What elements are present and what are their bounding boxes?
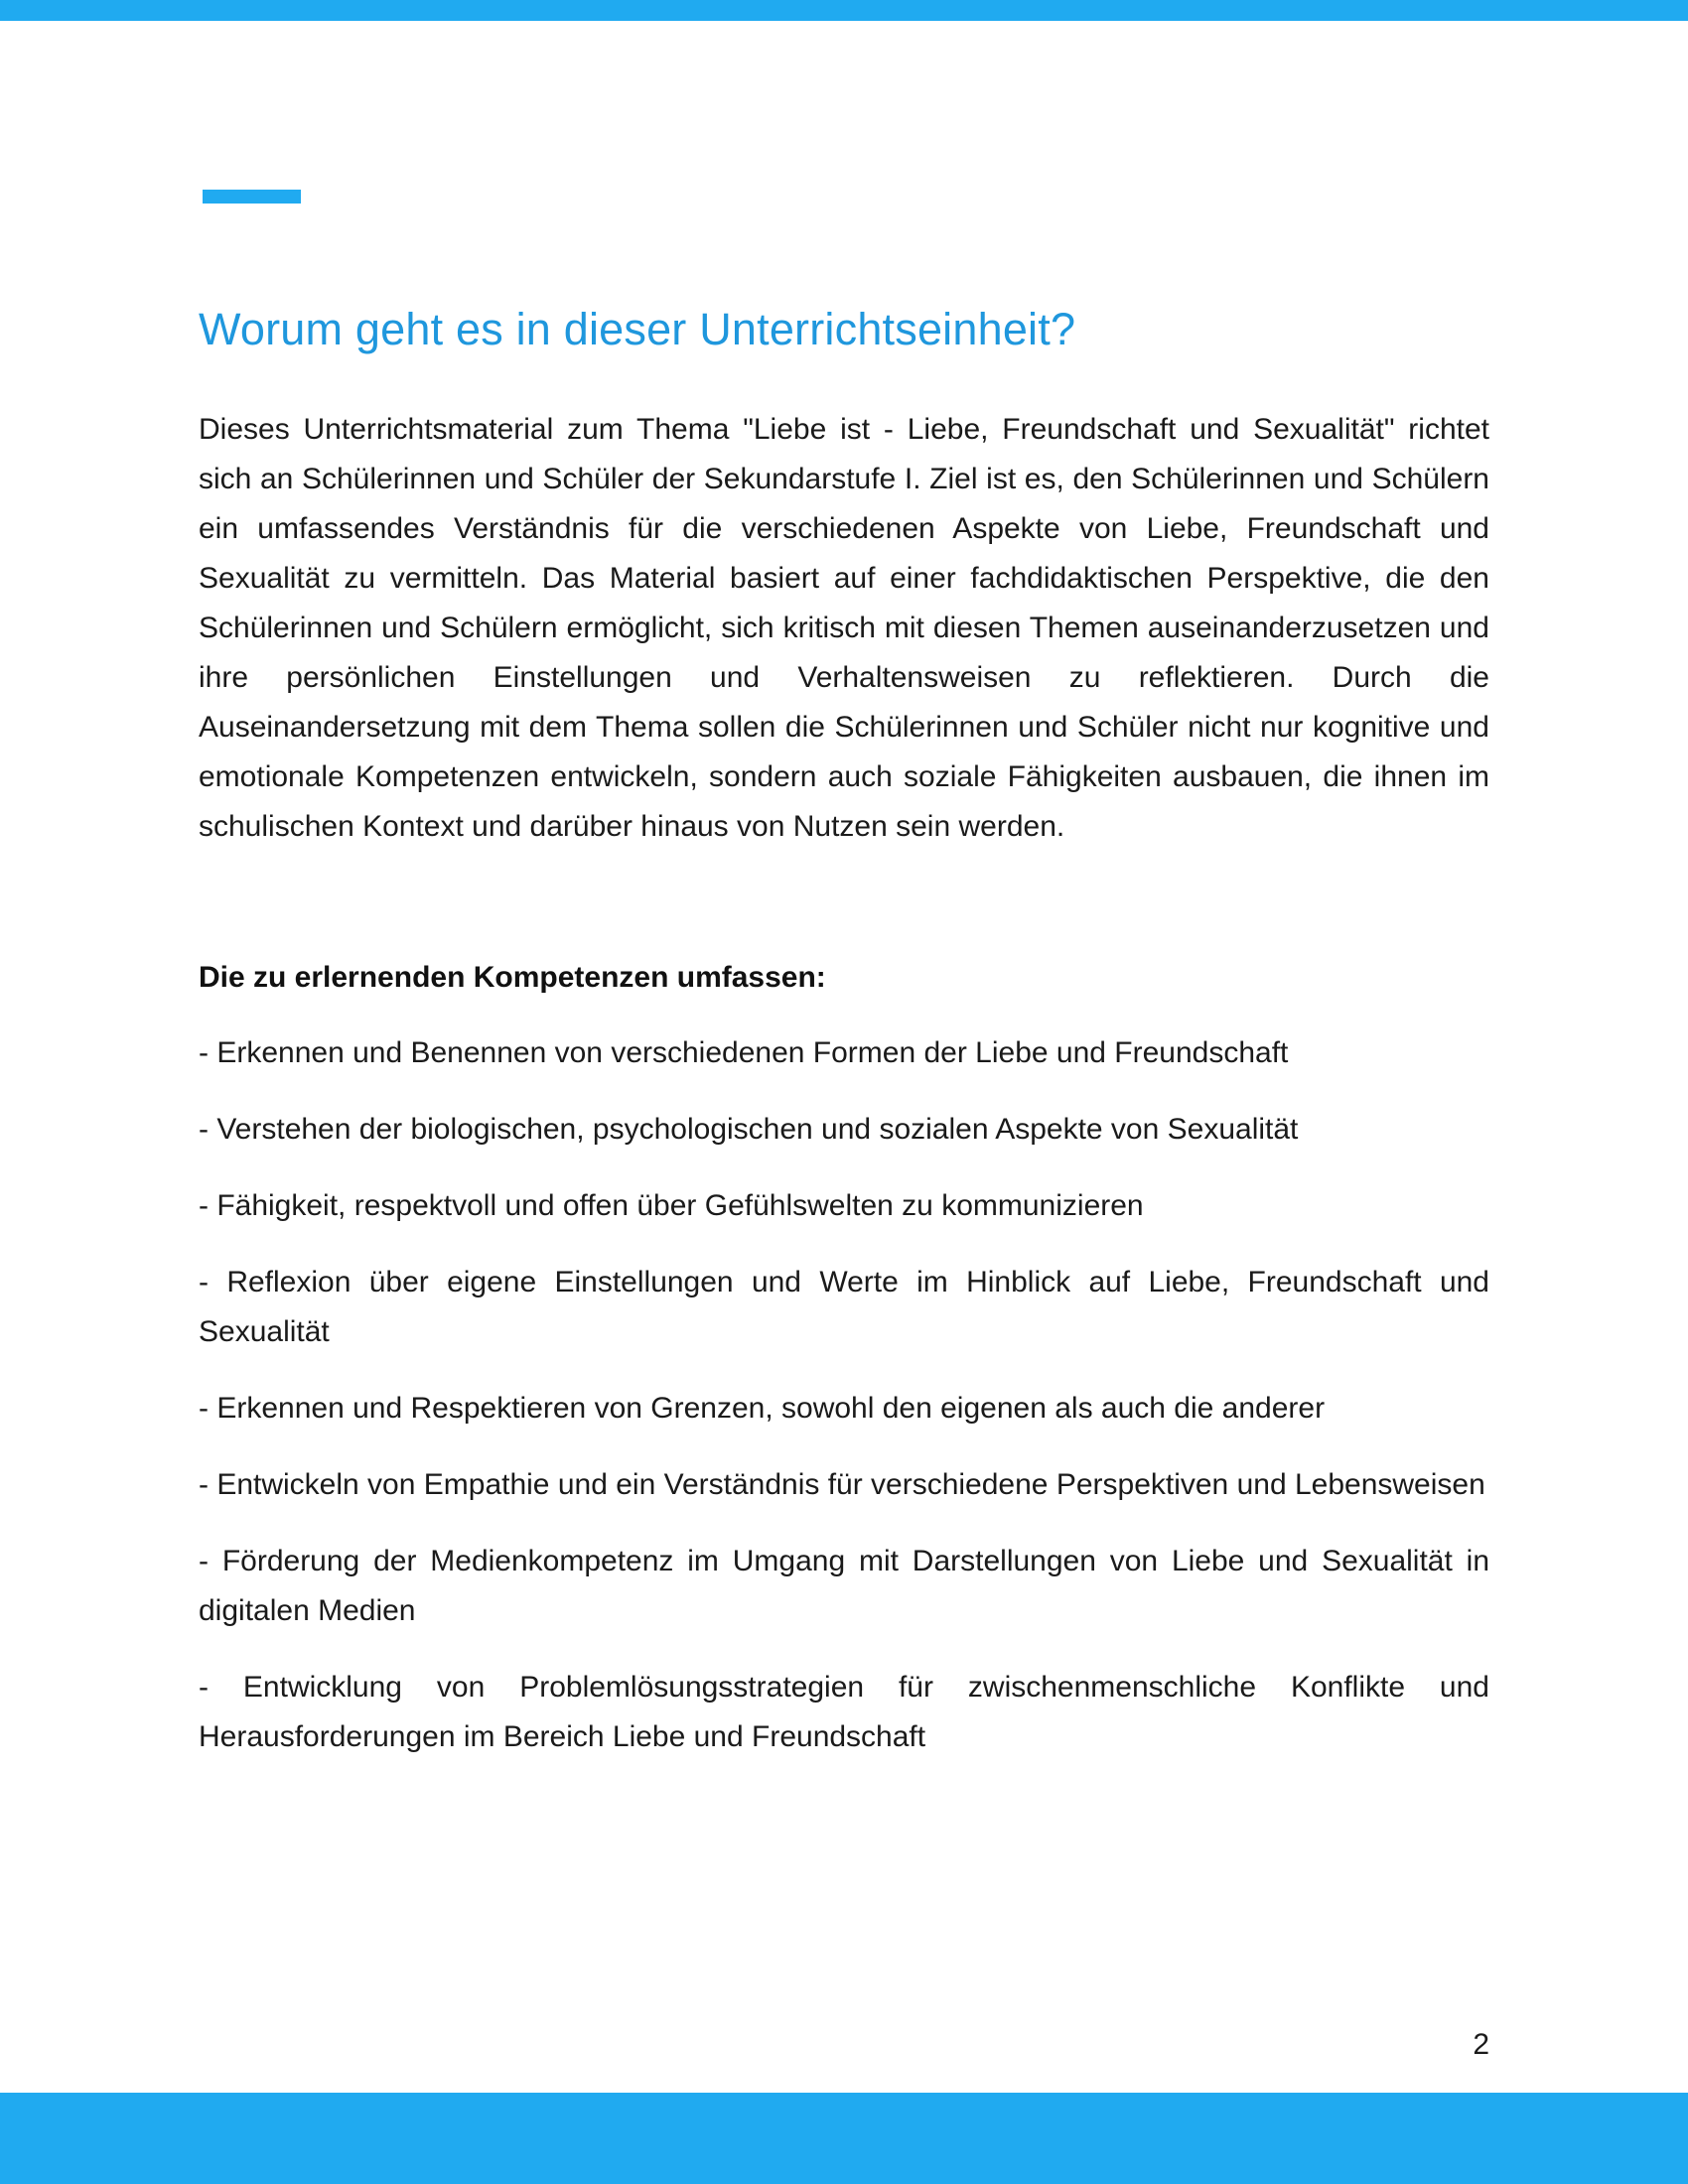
section-heading: Worum geht es in dieser Unterrichtseinheit? xyxy=(199,304,1076,354)
competency-item: - Entwicklung von Problemlösungsstrategien für zwischenmenschliche Konflikte und Herausforderungen im Bereich Liebe und Freundschaft xyxy=(199,1671,1489,1753)
competency-item: - Verstehen der biologischen, psychologischen und sozialen Aspekte von Sexualität xyxy=(199,1113,1299,1146)
competency-item: - Erkennen und Respektieren von Grenzen, sowohl den eigenen als auch die anderer xyxy=(199,1392,1326,1425)
page-content xyxy=(199,298,1489,1789)
competencies-title: Die zu erlernenden Kompetenzen umfassen: xyxy=(199,961,826,994)
heading-accent-mark xyxy=(203,190,301,204)
competency-item: - Reflexion über eigene Einstellungen und Werte im Hinblick auf Liebe, Freundschaft und Sexualität xyxy=(199,1266,1489,1348)
competency-item: - Förderung der Medienkompetenz im Umgang mit Darstellungen von Liebe und Sexualität in digitalen Medien xyxy=(199,1545,1489,1627)
bottom-accent-bar xyxy=(0,2093,1688,2184)
competency-item: - Fähigkeit, respektvoll und offen über Gefühlswelten zu kommunizieren xyxy=(199,1189,1144,1222)
competency-item: - Entwickeln von Empathie und ein Verständnis für verschiedene Perspektiven und Lebensweisen xyxy=(199,1468,1485,1501)
top-accent-bar xyxy=(0,0,1688,21)
competencies-list xyxy=(199,1028,1489,1762)
intro-paragraph: Dieses Unterrichtsmaterial zum Thema "Liebe ist - Liebe, Freundschaft und Sexualität" richtet sich an Schülerinnen und Schüler der Sekundarstufe I. Ziel ist es, den Schülerinnen und Schülern ein umfassendes Verständnis für die verschiedenen Aspekte von Liebe, Freundschaft und Sexualität zu vermitteln. Das Material basiert auf einer fachdidaktischen Perspektive, die den Schülerinnen und Schülern ermöglicht, sich kritisch mit diesen Themen auseinanderzusetzen und ihre persönlichen Einstellungen und Verhaltensweisen zu reflektieren. Durch die Auseinandersetzung mit dem Thema sollen die Schülerinnen und Schüler nicht nur kognitive und emotionale Kompetenzen entwickeln, sondern auch soziale Fähigkeiten ausbauen, die ihnen im schulischen Kontext und darüber hinaus von Nutzen sein werden. xyxy=(199,413,1489,843)
competency-item: - Erkennen und Benennen von verschiedenen Formen der Liebe und Freundschaft xyxy=(199,1036,1289,1069)
page-number: 2 xyxy=(1473,2028,1489,2061)
